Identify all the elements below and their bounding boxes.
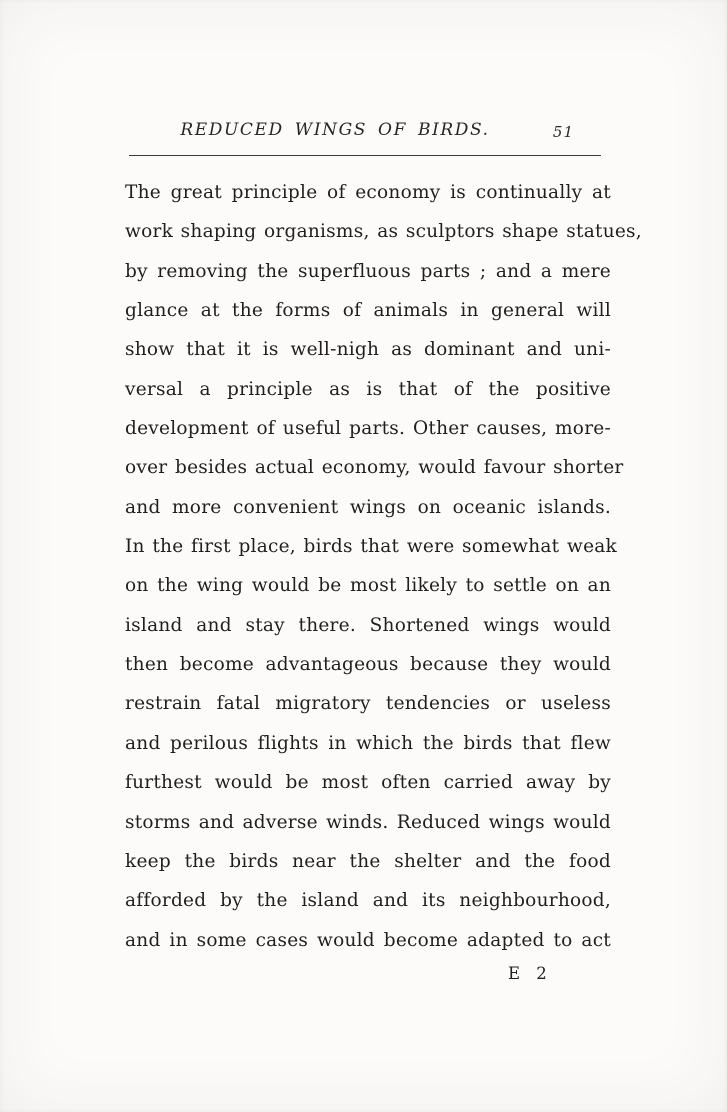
body-text bbox=[125, 173, 642, 960]
body-line: storms and adverse winds. Reduced wings would bbox=[125, 811, 611, 833]
body-line: on the wing would be most likely to settle on an bbox=[125, 575, 611, 597]
body-line: restrain fatal migratory tendencies or useless bbox=[125, 693, 611, 715]
page-title: REDUCED WINGS OF BIRDS. bbox=[180, 120, 490, 140]
body-line: show that it is well-nigh as dominant and uni- bbox=[125, 339, 611, 361]
header-rule bbox=[129, 155, 601, 156]
printer-signature: E 2 bbox=[508, 964, 549, 983]
body-line: and perilous flights in which the birds that flew bbox=[125, 732, 611, 754]
body-line: glance at the forms of animals in general will bbox=[125, 300, 611, 322]
page-number: 51 bbox=[552, 123, 574, 141]
body-line: then become advantageous because they would bbox=[125, 654, 611, 676]
body-line: work shaping organisms, as sculptors shape statues, bbox=[125, 221, 642, 243]
body-line: island and stay there. Shortened wings would bbox=[125, 614, 611, 636]
body-line: afforded by the island and its neighbourhood, bbox=[125, 890, 611, 912]
body-line: and in some cases would become adapted to act bbox=[125, 929, 611, 951]
body-line: keep the birds near the shelter and the food bbox=[125, 850, 611, 872]
body-line: furthest would be most often carried away by bbox=[125, 772, 611, 794]
body-line: by removing the superfluous parts ; and a mere bbox=[125, 260, 611, 282]
body-line: The great principle of economy is continually at bbox=[125, 182, 611, 203]
body-line: In the first place, birds that were somewhat weak bbox=[125, 536, 618, 558]
body-line: over besides actual economy, would favour shorter bbox=[125, 457, 624, 479]
body-line: development of useful parts. Other causes, more- bbox=[125, 418, 611, 440]
running-header bbox=[120, 120, 608, 146]
body-line: and more convenient wings on oceanic islands. bbox=[125, 496, 611, 518]
body-line: versal a principle as is that of the positive bbox=[125, 378, 611, 400]
